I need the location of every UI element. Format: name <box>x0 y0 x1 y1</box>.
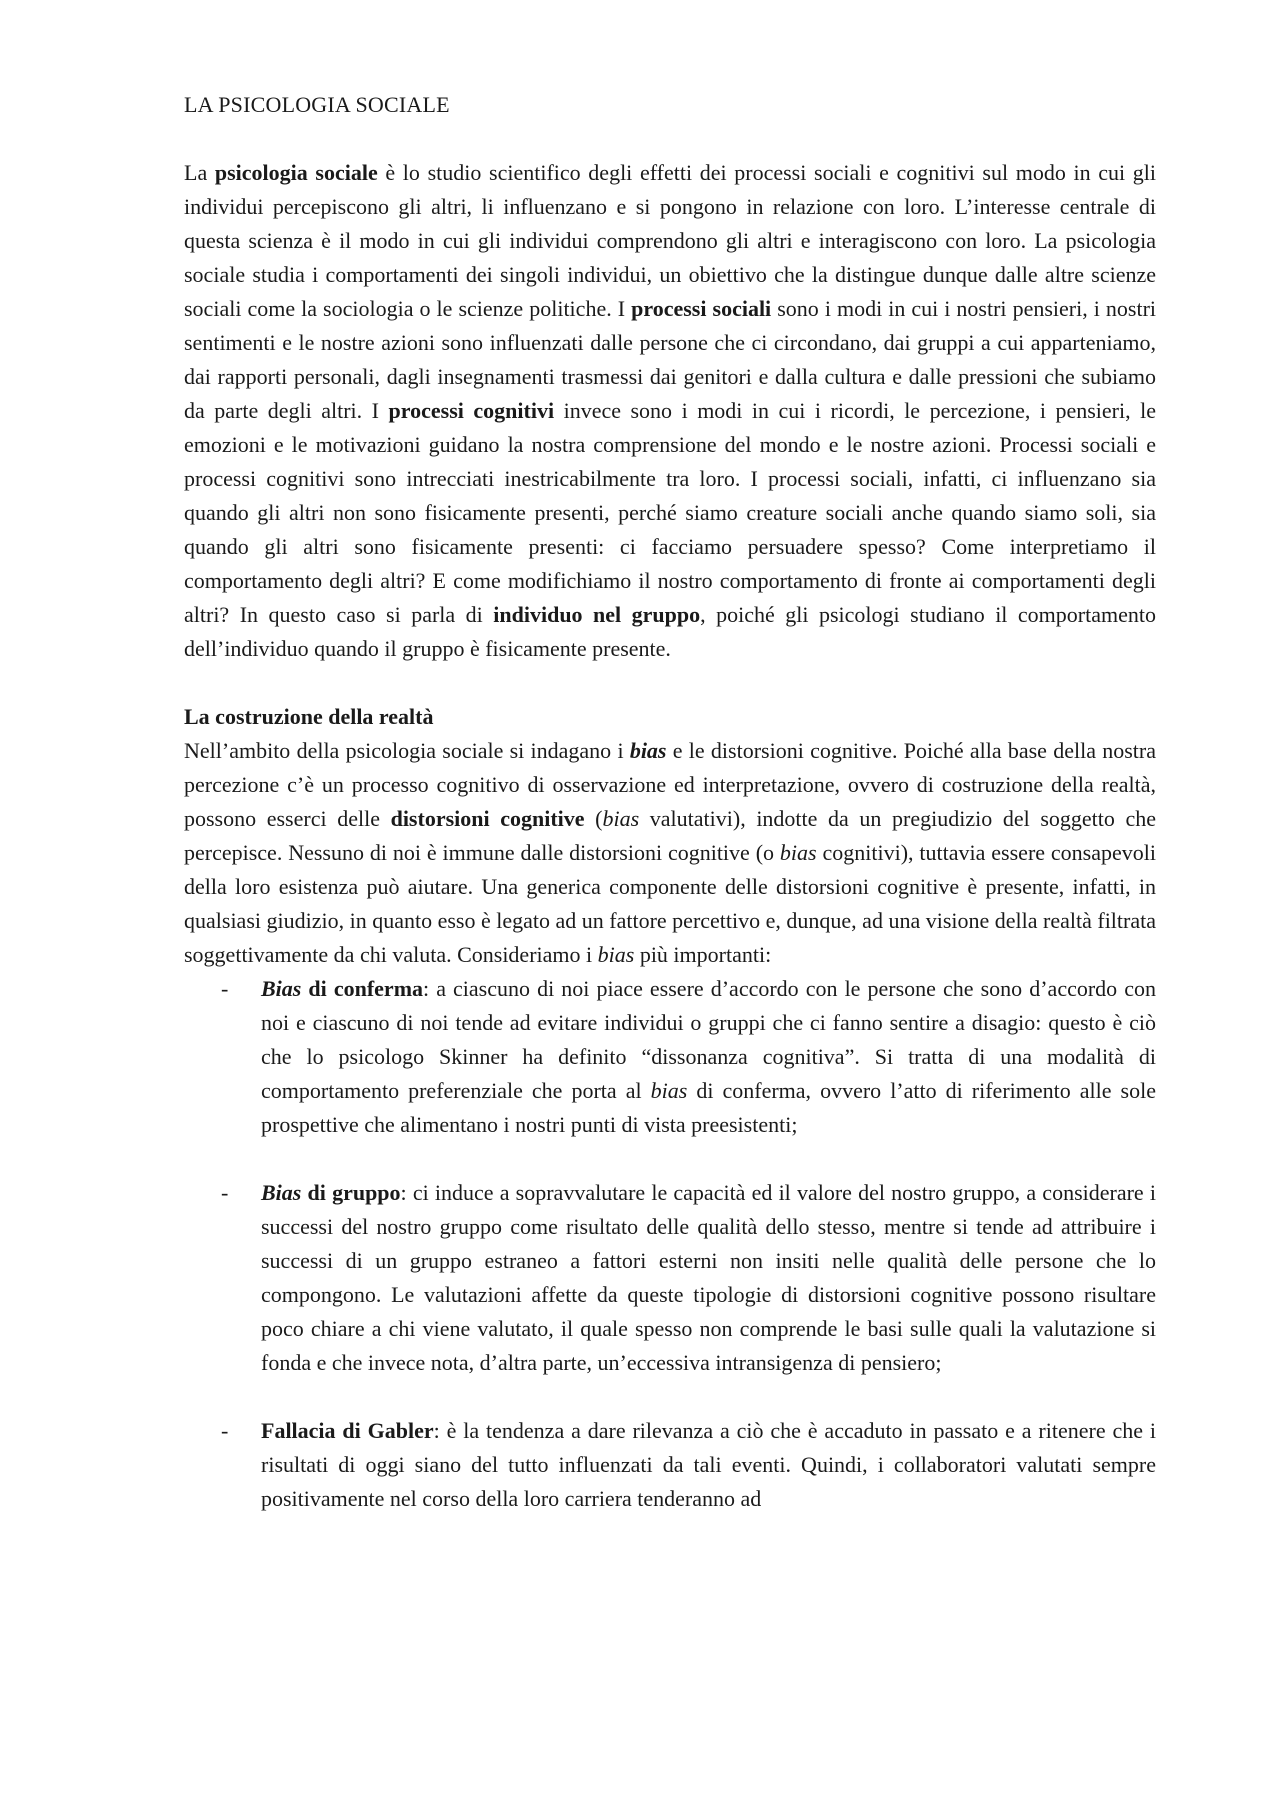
list-dash: - <box>221 1180 229 1205</box>
italic-bias: bias <box>602 806 640 831</box>
term-processi-cognitivi: processi cognitivi <box>388 398 555 423</box>
term-psicologia-sociale: psicologia sociale <box>214 160 378 185</box>
italic-bias: bias <box>597 942 635 967</box>
term-bold: di gruppo <box>301 1180 401 1205</box>
term-italic: Bias <box>261 1180 302 1205</box>
section-text: più importanti: <box>634 942 772 967</box>
list-item-fallacia-di-gabler <box>184 1414 1156 1516</box>
intro-paragraph <box>184 156 1156 666</box>
list-item-term <box>261 1180 401 1205</box>
term-individuo-nel-gruppo: individuo nel gruppo <box>493 602 701 627</box>
section-text: Nell’ambito della psicologia sociale si indagano i <box>184 738 630 763</box>
term-bold: di conferma <box>301 976 424 1001</box>
intro-text: , poiché gli psicologi studiano il comportamento dell’individuo quando il gruppo è fisicamente presente. <box>184 602 1156 661</box>
intro-text: sono i modi in cui i nostri pensieri, i nostri sentimenti e le nostre azioni sono influenzati dalle persone che ci circondano, dai gruppi a cui apparteniamo, dai rapporti personali, dagli insegnamenti trasmessi dai genitori e dalla cultura e dalle pressioni che subiamo da parte degli altri. I <box>184 296 1157 423</box>
list-dash: - <box>221 1418 229 1443</box>
list-item-text: : ci induce a sopravvalutare le capacità ed il valore del nostro gruppo, a considerare i successi del nostro gruppo come risultato delle qualità dello stesso, mentre si tende ad attribuire i successi di un gruppo estraneo a fattori esterni non insiti nelle qualità delle persone che lo compongono. Le valutazioni affette da queste tipologie di distorsioni cognitive possono risultare poco chiare a chi viene valutato, il quale spesso non comprende le basi sulle quali la valutazione si fonda e che invece nota, d’altra parte, un’eccessiva intransigenza di pensiero; <box>261 1180 1156 1375</box>
italic-bias: bias <box>650 1078 688 1103</box>
list-item-bias-di-conferma <box>184 972 1156 1142</box>
section-heading: La costruzione della realtà <box>184 704 434 729</box>
list-item-term <box>261 976 423 1001</box>
section-text: cognitivi), tuttavia essere consapevoli della loro esistenza può aiutare. Una generica componente delle distorsioni cognitive è presente, infatti, in qualsiasi giudizio, in quanto esso è legato ad un fattore percettivo e, dunque, ad una visione della realtà filtrata soggettivamente da chi valuta. Consideriamo i <box>184 840 1157 967</box>
list-item-text: di conferma, ovvero l’atto di riferimento alle sole prospettive che alimentano i nostri punti di vista preesistenti; <box>261 1078 1156 1137</box>
list-item-text: : è la tendenza a dare rilevanza a ciò che è accaduto in passato e a ritenere che i risultati di oggi siano del tutto influenzati da tali eventi. Quindi, i collaboratori valutati sempre positivamente nel corso della loro carriera tenderanno ad <box>261 1418 1156 1511</box>
bias-list <box>184 972 1156 1516</box>
intro-text: è lo studio scientifico degli effetti dei processi sociali e cognitivi sul modo in cui gli individui percepiscono gli altri, li influenzano e si pongono in relazione con loro. L’interesse centrale di questa scienza è il modo in cui gli individui comprendono gli altri e interagiscono con loro. La psicologia sociale studia i comportamenti dei singoli individui, un obiettivo che la distingue dunque dalle altre scienze sociali come la sociologia o le scienze politiche. I <box>184 160 1156 321</box>
italic-bias: bias <box>779 840 817 865</box>
list-item-term: Fallacia di Gabler <box>261 1418 434 1443</box>
term-bias <box>630 738 667 763</box>
term-italic: Bias <box>261 976 302 1001</box>
list-item-text: : a ciascuno di noi piace essere d’accordo con le persone che sono d’accordo con noi e ciascuno di noi tende ad evitare individui o gruppi che ci fanno sentire a disagio: questo è ciò che lo psicologo Skinner ha definito “dissonanza cognitiva”. Si tratta di una modalità di comportamento preferenziale che porta al <box>261 976 1156 1103</box>
intro-text: invece sono i modi in cui i ricordi, le percezione, i pensieri, le emozioni e le motivazioni guidano la nostra comprensione del mondo e le nostre azioni. Processi sociali e processi cognitivi sono intrecciati inestricabilmente tra loro. I processi sociali, infatti, ci influenzano sia quando gli altri non sono fisicamente presenti, perché siamo creature sociali anche quando siamo soli, sia quando gli altri sono fisicamente presenti: ci facciamo persuadere spesso? Come interpretiamo il comportamento degli altri? E come modifichiamo il nostro comportamento di fronte ai comportamenti degli altri? In questo caso si parla di <box>184 398 1157 627</box>
section-paragraph <box>184 734 1156 972</box>
document-body <box>184 88 1156 1516</box>
section-text: e le distorsioni cognitive. Poiché alla base della nostra percezione c’è un processo cognitivo di osservazione ed interpretazione, ovvero di costruzione della realtà, possono esserci delle <box>184 738 1156 831</box>
term-bias-italic: bias <box>629 738 667 763</box>
term-processi-sociali: processi sociali <box>631 296 772 321</box>
section-text: valutativi), indotte da un pregiudizio del soggetto che percepisce. Nessuno di noi è immune dalle distorsioni cognitive (o <box>184 806 1157 865</box>
section-text: ( <box>584 806 603 831</box>
term-distorsioni-cognitive: distorsioni cognitive <box>390 806 585 831</box>
document-title: LA PSICOLOGIA SOCIALE <box>184 92 450 117</box>
intro-text: La <box>184 160 215 185</box>
list-dash: - <box>221 976 229 1001</box>
list-item-bias-di-gruppo <box>184 1176 1156 1380</box>
